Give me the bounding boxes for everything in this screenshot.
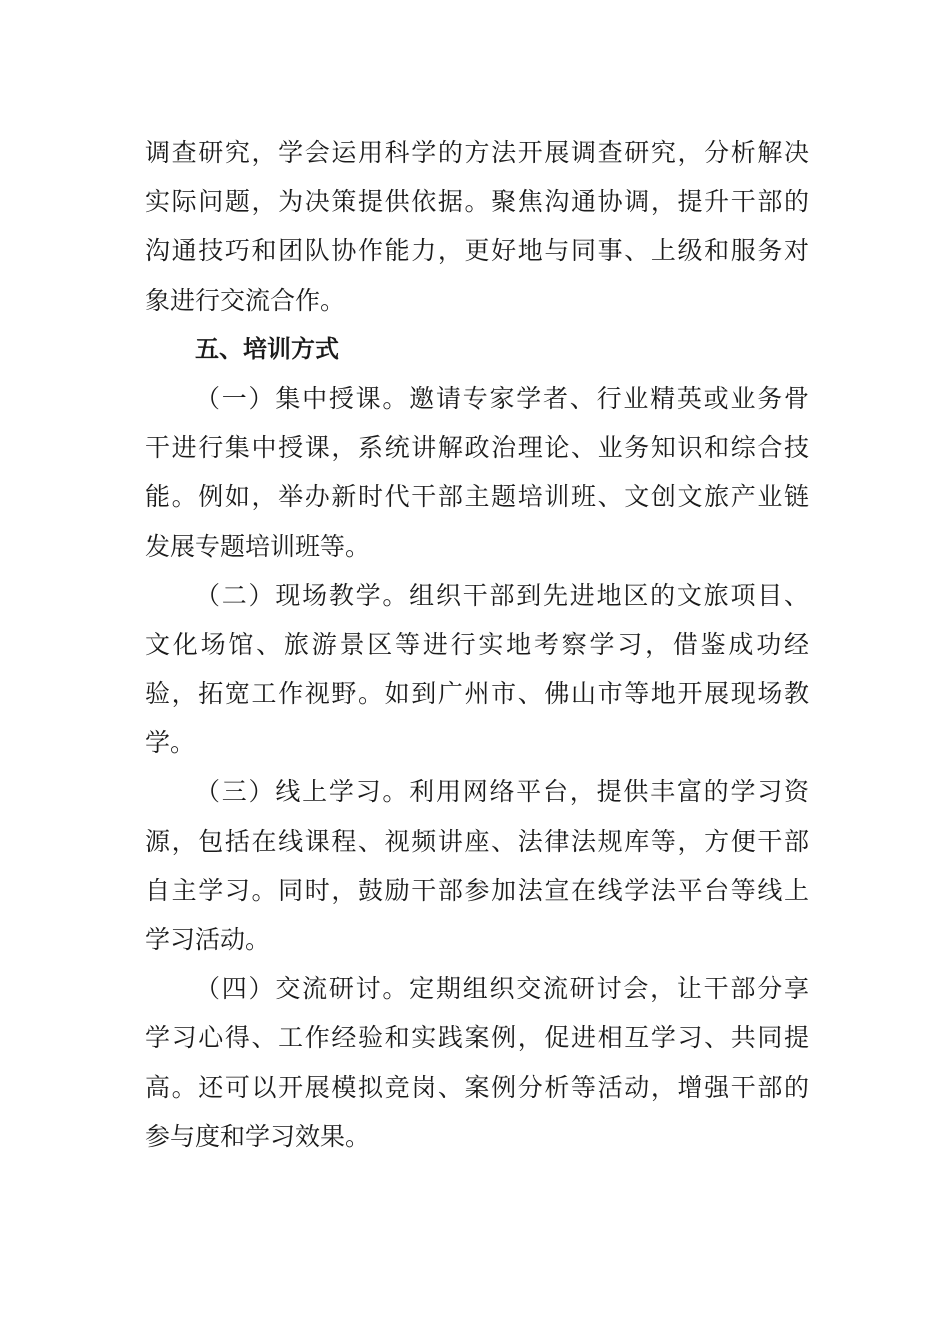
text-line: 文化场馆、旅游景区等进行实地考察学习，借鉴成功经 [145,629,809,659]
text-line: （四）交流研讨。定期组织交流研讨会，让干部分享 [195,974,809,1004]
section-heading [145,325,809,374]
text-line: 高。还可以开展模拟竞岗、案例分析等活动，增强干部的 [145,1072,809,1102]
text-line: 学习心得、工作经验和实践案例，促进相互学习、共同提 [145,1023,809,1053]
paragraph-exchange-seminar [145,964,809,1161]
text-line: 沟通技巧和团队协作能力，更好地与同事、上级和服务对 [145,236,809,266]
text-line: 调查研究，学会运用科学的方法开展调查研究，分析解决 [145,138,809,167]
paragraph-centralized-lectures [145,374,809,571]
document-body [145,128,809,1161]
text-line: 能。例如，举办新时代干部主题培训班、文创文旅产业链 [145,482,809,512]
text-line: 验，拓宽工作视野。如到广州市、佛山市等地开展现场教 [145,679,809,709]
text-line: 象进行交流合作。 [145,285,346,315]
text-line: （一）集中授课。邀请专家学者、行业精英或业务骨 [195,383,809,413]
text-line: 学习活动。 [145,925,271,954]
paragraph-continuation [145,128,809,325]
text-line: 发展专题培训班等。 [145,531,371,561]
text-line: （三）线上学习。利用网络平台，提供丰富的学习资 [195,777,809,807]
text-line: （二）现场教学。组织干部到先进地区的文旅项目、 [195,580,809,610]
text-line: 源，包括在线课程、视频讲座、法律法规库等，方便干部 [145,826,809,856]
text-line: 自主学习。同时，鼓励干部参加法宣在线学法平台等线上 [145,875,809,905]
heading-text: 五、培训方式 [195,334,339,363]
paragraph-onsite-teaching [145,571,809,768]
paragraph-online-learning [145,767,809,964]
text-line: 干进行集中授课，系统讲解政治理论、业务知识和综合技 [145,433,809,463]
text-line: 参与度和学习效果。 [145,1121,371,1151]
text-line: 实际问题，为决策提供依据。聚焦沟通协调，提升干部的 [145,187,809,217]
text-line: 学。 [145,728,196,758]
